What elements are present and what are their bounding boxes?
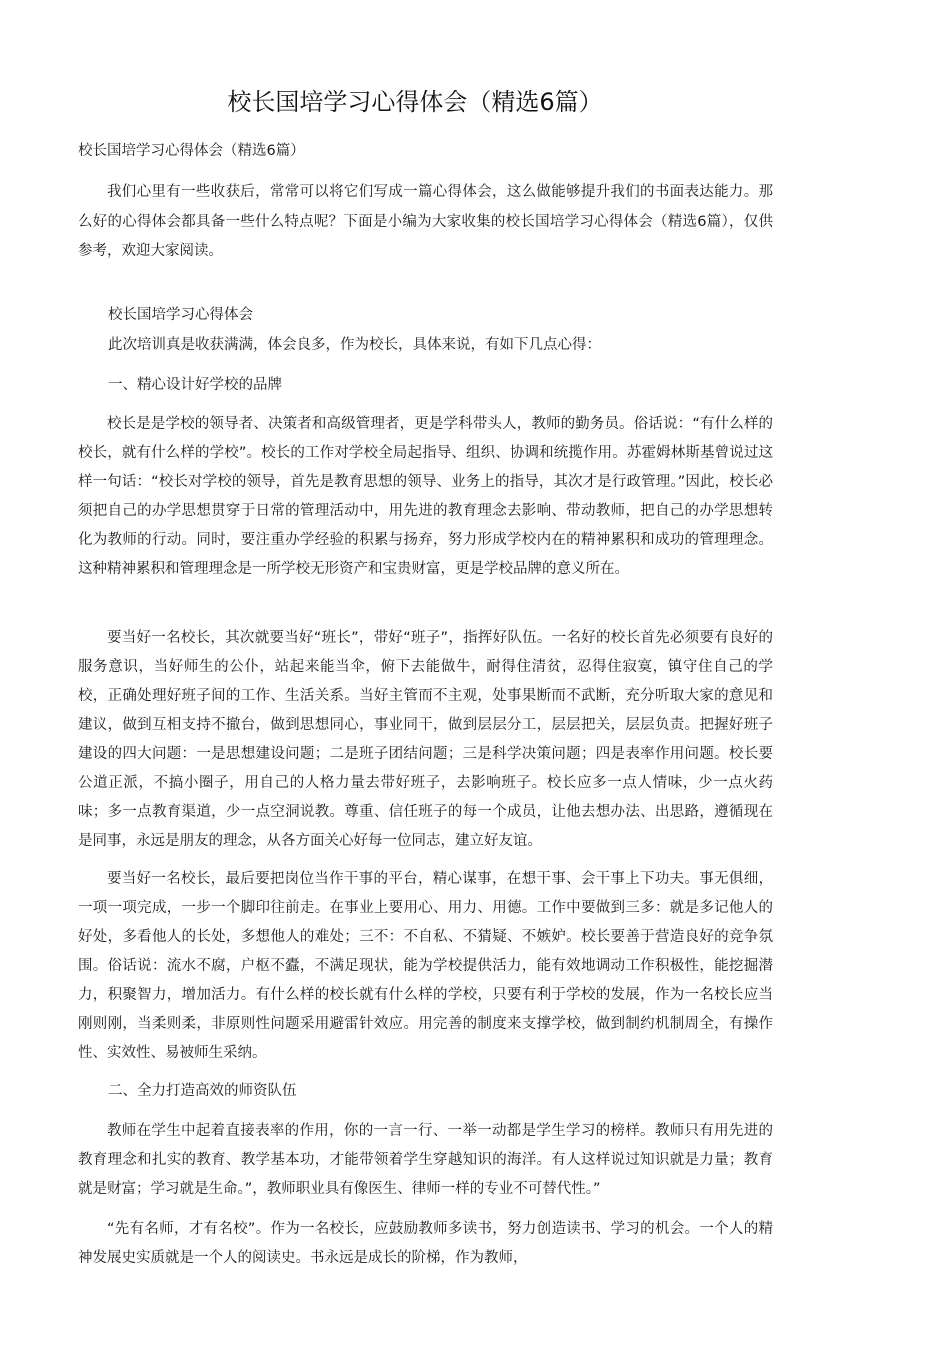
body-paragraph-5: “先有名师，才有名校”。作为一名校长，应鼓励教师多读书，努力创造读书、学习的机会。一个人的精神发展史实质就是一个人的阅读史。书永远是成长的阶梯，作为教师， — [78, 1221, 773, 1266]
body-paragraph-3: 要当好一名校长，最后要把岗位当作干事的平台，精心谋事，在想干事、会干事上下功夫。事无俱细，一项一项完成，一步一个脚印往前走。在事业上要用心、用力、用德。工作中要做到三多：就是多记他人的好处，多看他人的长处，多想他人的难处；三不：不自私、不猜疑、不嫉妒。校长要善于营造良好的竞争氛围。俗话说：流水不腐，户枢不蠹，不满足现状，能为学校提供活力，能有效地调动工作积极性，能挖掘潜力，积聚智力，增加活力。有什么样的校长就有什么样的学校，只要有利于学校的发展，作为一名校长应当刚则刚，当柔则柔，非原则性问题采用避雷针效应。用完善的制度来支撑学校，做到制约机制周全，有操作性、实效性、易被师生采纳。 — [78, 871, 773, 1061]
body-paragraph-1: 校长是是学校的领导者、决策者和高级管理者，更是学科带头人，教师的勤务员。俗话说：“有什么样的校长，就有什么样的学校”。校长的工作对学校全局起指导、组织、协调和统揽作用。苏霍姆林斯基曾说过这样一句话：“校长对学校的领导，首先是教育思想的领导、业务上的指导，其次才是行政管理。”因此，校长必须把自己的办学思想贯穿于日常的管理活动中，用先进的教育理念去影响、带动教师，把自己的办学思想转化为教师的行动。同时，要注重办学经验的积累与扬弃，努力形成学校内在的精神累积和成功的管理理念。这种精神累积和管理理念是一所学校无形资产和宝贵财富，更是学校品牌的意义所在。 — [78, 416, 773, 577]
heading-2: 二、全力打造高效的师资队伍 — [108, 1083, 297, 1099]
document-title: 校长国培学习心得体会（精选6篇） — [227, 88, 603, 116]
body-paragraph-2: 要当好一名校长，其次就要当好“班长”，带好“班子”，指挥好队伍。一名好的校长首先必须要有良好的服务意识，当好师生的公仆，站起来能当伞，俯下去能做牛，耐得住清贫，忍得住寂寞，镇守住自己的学校，正确处理好班子间的工作、生活关系。当好主管而不主观，处事果断而不武断，充分听取大家的意见和建议，做到互相支持不撤台，做到思想同心，事业同干，做到层层分工，层层把关，层层负责。把握好班子建设的四大问题：一是思想建设问题；二是班子团结问题；三是科学决策问题；四是表率作用问题。校长要公道正派，不搞小圈子，用自己的人格力量去带好班子，去影响班子。校长应多一点人情味，少一点火药味；多一点教育渠道，少一点空洞说教。尊重、信任班子的每一个成员，让他去想办法、出思路，遵循现在是同事，永远是朋友的理念，从各方面关心好每一位同志，建立好友谊。 — [78, 630, 773, 849]
body-paragraph-4: 教师在学生中起着直接表率的作用，你的一言一行、一举一动都是学生学习的榜样。教师只有用先进的教育理念和扎实的教育、教学基本功，才能带领着学生穿越知识的海洋。有人这样说过知识就是力量；教育就是财富；学习就是生命。”，教师职业具有像医生、律师一样的专业不可替代性。” — [78, 1123, 773, 1197]
heading-1: 一、精心设计好学校的品牌 — [108, 377, 282, 393]
opening-line: 此次培训真是收获满满，体会良多，作为校长，具体来说，有如下几点心得： — [108, 337, 601, 353]
section-title: 校长国培学习心得体会 — [108, 307, 253, 323]
document-subtitle: 校长国培学习心得体会（精选6篇） — [78, 143, 305, 159]
intro-paragraph: 我们心里有一些收获后，常常可以将它们写成一篇心得体会，这么做能够提升我们的书面表达能力。那么好的心得体会都具备一些什么特点呢？下面是小编为大家收集的校长国培学习心得体会（精选6篇），仅供参考，欢迎大家阅读。 — [78, 184, 773, 259]
